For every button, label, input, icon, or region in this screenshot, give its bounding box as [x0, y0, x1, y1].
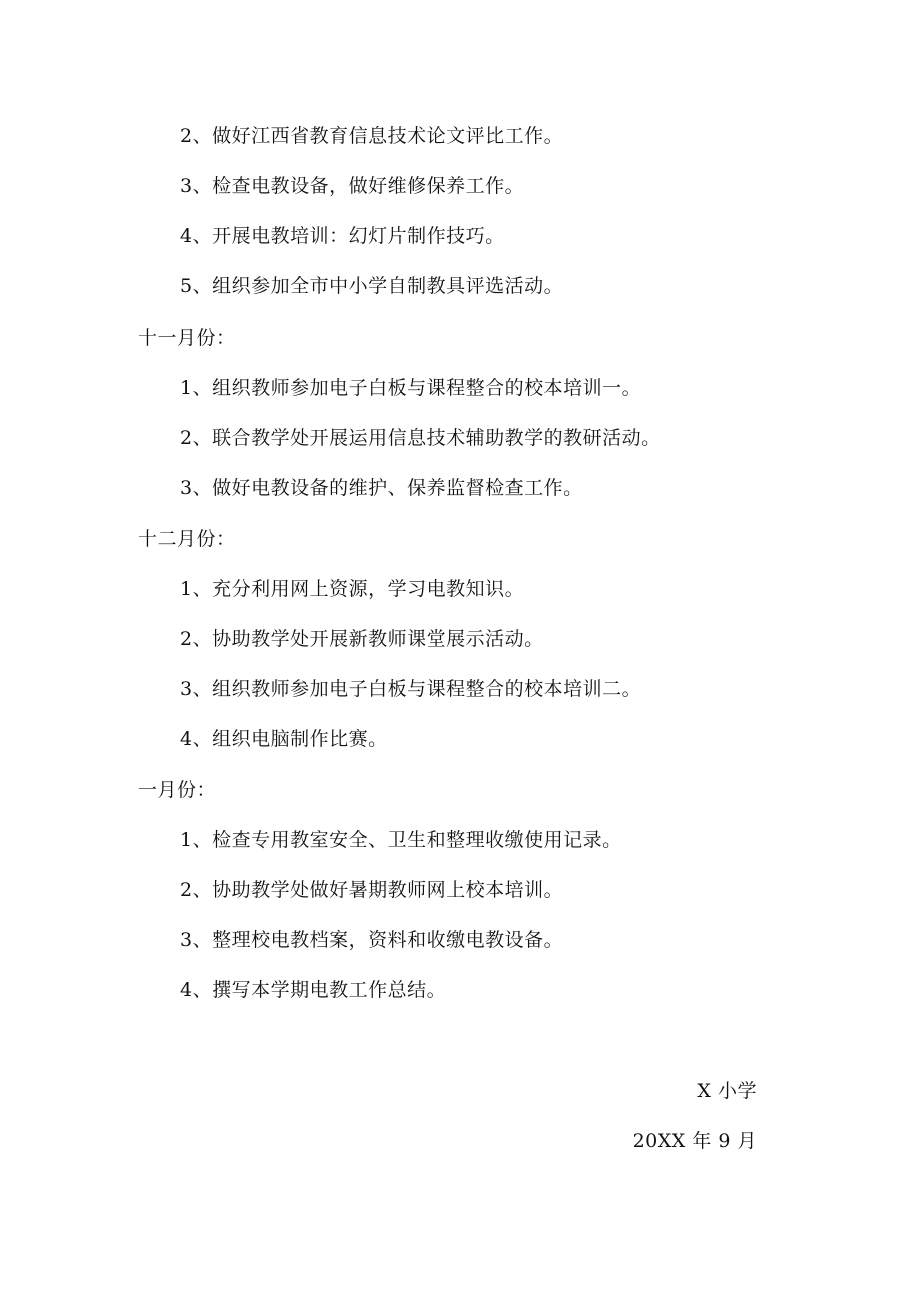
- november-item-1: 1、组织教师参加电子白板与课程整合的校本培训一。: [180, 377, 642, 399]
- october-item-5: 5、组织参加全市中小学自制教具评选活动。: [180, 275, 564, 297]
- december-item-1: 1、充分利用网上资源，学习电教知识。: [180, 578, 525, 600]
- january-item-3: 3、整理校电教档案，资料和收缴电教设备。: [180, 929, 564, 951]
- december-item-2: 2、协助教学处开展新教师课堂展示活动。: [180, 628, 544, 650]
- october-item-3: 3、检查电教设备，做好维修保养工作。: [180, 175, 525, 197]
- january-heading: 一月份：: [138, 779, 217, 801]
- signature-date: 20XX 年 9 月: [632, 1130, 757, 1152]
- signature-school: X 小学: [697, 1080, 757, 1102]
- december-item-3: 3、组织教师参加电子白板与课程整合的校本培训二。: [180, 678, 642, 700]
- january-item-2: 2、协助教学处做好暑期教师网上校本培训。: [180, 879, 564, 901]
- november-heading: 十一月份：: [138, 327, 236, 349]
- november-item-2: 2、联合教学处开展运用信息技术辅助教学的教研活动。: [180, 427, 661, 449]
- january-item-1: 1、检查专用教室安全、卫生和整理收缴使用记录。: [180, 829, 622, 851]
- january-item-4: 4、撰写本学期电教工作总结。: [180, 979, 447, 1001]
- november-item-3: 3、做好电教设备的维护、保养监督检查工作。: [180, 477, 583, 499]
- december-heading: 十二月份：: [138, 528, 236, 550]
- october-item-2: 2、做好江西省教育信息技术论文评比工作。: [180, 125, 564, 147]
- december-item-4: 4、组织电脑制作比赛。: [180, 728, 388, 750]
- october-item-4: 4、开展电教培训：幻灯片制作技巧。: [180, 225, 505, 247]
